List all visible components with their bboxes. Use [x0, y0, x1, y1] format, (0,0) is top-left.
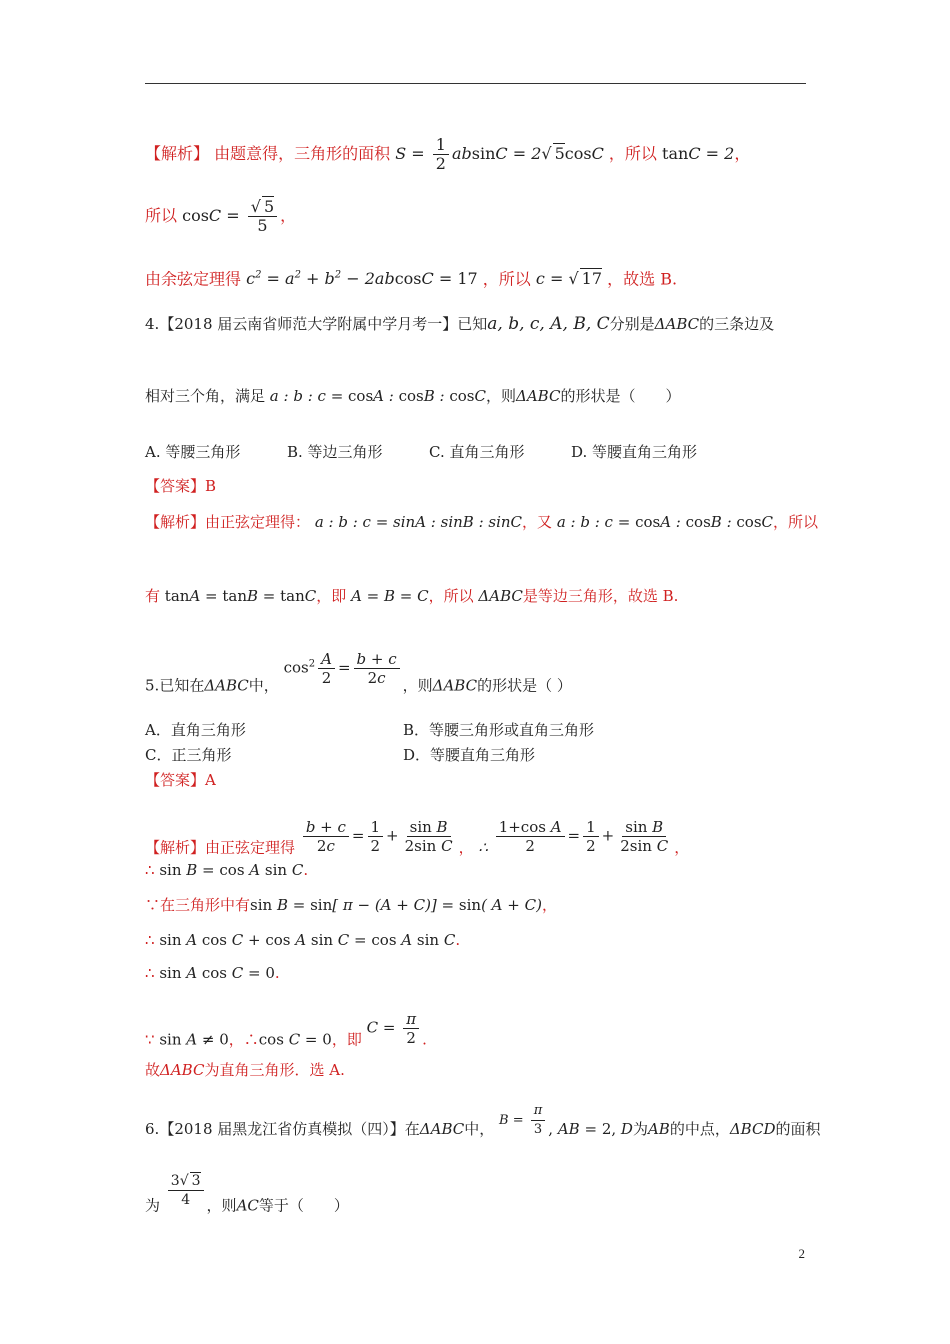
- q5-solution-line6: ∵ sin A ≠ 0，∴cos C = 0，即 C = $\frac{\pi}{2}$ .: [145, 1010, 427, 1049]
- q4-stem-line1: 4.【2018 届云南省师范大学附属中学月考一】已知a, b, c, A, B, C分别是ΔABC的三条边及: [145, 314, 775, 334]
- q5-options-row1: [145, 720, 594, 740]
- q4-option-b: B. 等边三角形: [287, 443, 383, 461]
- q4-option-a: A. 等腰三角形: [145, 443, 241, 461]
- q4-option-d: D. 等腰直角三角形: [571, 443, 698, 461]
- q5-solution-line4: ∴ sin A cos C + cos A sin C = cos A sin C.: [145, 931, 461, 949]
- q5-solution-line3: ∵在三角形中有sin B = sin[ π − (A + C)] = sin( A + C)，: [145, 896, 557, 914]
- q6-stem-line1: 6.【2018 届黑龙江省仿真模拟（四）】在ΔABC中， B = $\frac{\pi}{3}$ , AB = 2, D为AB的中点，ΔBCD的面积: [145, 1103, 821, 1138]
- q5-solution-line2: ∴ sin B = cos A sin C.: [145, 861, 309, 879]
- q5-conclusion: 故ΔABC为直角三角形．选 A.: [145, 1061, 345, 1079]
- q5-stem: 5.已知在ΔABC中， $\cos^2$ $\frac{A}{2}$ = $\frac{b + c}{2c}$ ，则ΔABC的形状是（ ）: [145, 650, 572, 695]
- header-rule: [145, 83, 806, 84]
- q4-stem-line2: 相对三个角，满足 a : b : c = cosA : cosB : cosC，则ΔABC的形状是（ ）: [145, 387, 681, 405]
- q6-stem-line2: 为 $\frac{3√ 3}{4}$ ，则AC等于（ ）: [145, 1173, 349, 1215]
- q5-answer: 【答案】A: [145, 771, 216, 789]
- jiexi-tag: 【解析】: [145, 144, 210, 163]
- prev-solution-line2: 所以 cosC = $\frac{√ 5}{5}$ ，: [145, 197, 297, 235]
- q4-solution-line1: 【解析】由正弦定理得： a : b : c = sinA : sinB : sinC，又 a : b : c = cosA : cosB : cosC，所以: [145, 513, 819, 531]
- q4-answer: 【答案】B: [145, 477, 217, 495]
- q5-option-d: D．等腰直角三角形: [403, 746, 536, 764]
- prev-solution-line1: 【解析】 由题意得，三角形的面积 S = $\frac{1}{2}$ absinC = 2√ 5cosC ，所以 tanC = 2，: [145, 135, 751, 173]
- page-number: 2: [798, 1246, 805, 1261]
- q4-solution-line2: 有 tanA = tanB = tanC，即 A = B = C，所以 ΔABC是等边三角形，故选 B.: [145, 587, 679, 605]
- q4-option-c: C. 直角三角形: [429, 443, 525, 461]
- q5-option-b: B．等腰三角形或直角三角形: [403, 721, 595, 739]
- q5-solution-line5: ∴ sin A cos C = 0.: [145, 964, 280, 982]
- q5-option-c: C．正三角形: [145, 746, 232, 764]
- q5-solution-line1: 【解析】由正弦定理得 $\frac{b + c}{2c}$ = $\frac{1}{2}$ + $\frac{\text{sin B}}{\text{2sin C}}$ ， ∴ $\frac{\text{1+cos A}}{2}$ = $\frac{1}{2}$ + $\frac{\text{sin B}}{\text{2sin C}}$ ，: [145, 818, 690, 857]
- q4-options: [145, 442, 697, 462]
- q5-options-row2: [145, 745, 535, 765]
- prev-solution-line3: 由余弦定理得 $c^2 = a^2 + b^2 - 2abcosC = 17$ ，所以 c = √ 17 ，故选 B.: [145, 269, 678, 289]
- q5-option-a: A．直角三角形: [145, 721, 246, 739]
